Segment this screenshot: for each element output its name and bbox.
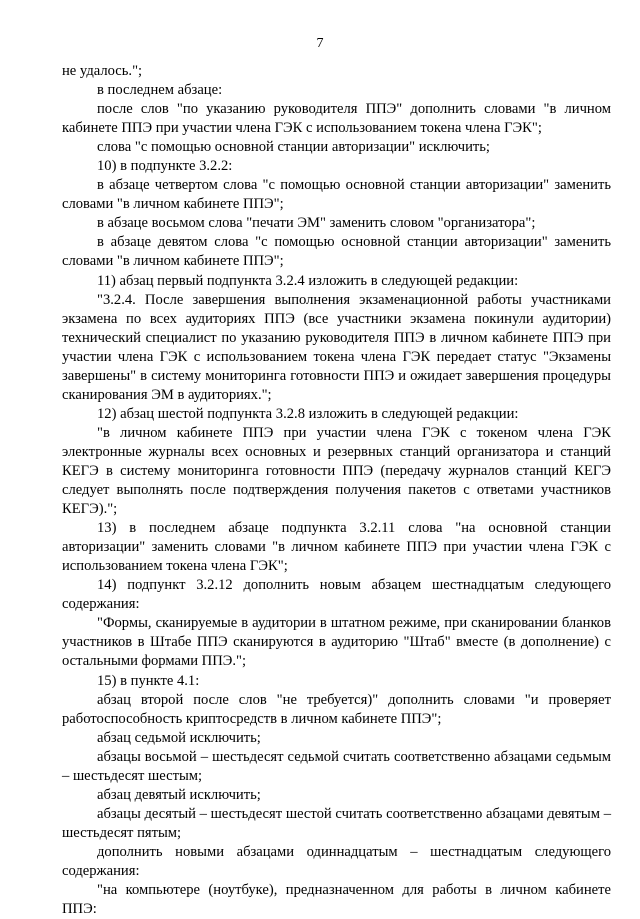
- paragraph: 10) в подпункте 3.2.2:: [97, 158, 233, 175]
- paragraph: не удалось.";: [62, 63, 143, 79]
- paragraph: 14) подпункт 3.2.12 дополнить новым абзацем шестнадцатым следующего содержания:: [62, 577, 611, 613]
- paragraph: "в личном кабинете ППЭ при участии члена ГЭК с токеном члена ГЭК электронные журналы всех основных и резервных станций организатора и станций КЕГЭ в систему мониторинга готовности ППЭ (передачу журналов станций КЕГЭ следует выполнять после подтверждения получения пакетов с ответами участников КЕГЭ).";: [62, 424, 611, 518]
- paragraph: "на компьютере (ноутбуке), предназначенном для работы в личном кабинете ППЭ:: [62, 882, 611, 918]
- paragraph: в абзаце четвертом слова "с помощью основной станции авторизации" заменить словами "в личном кабинете ППЭ";: [62, 177, 611, 213]
- paragraph: в абзаце восьмом слова "печати ЭМ" заменить словом "организатора";: [97, 215, 536, 232]
- paragraph: "Формы, сканируемые в аудитории в штатном режиме, при сканировании бланков участников в Штабе ППЭ сканируются в аудиторию "Штаб" вместе (в дополнение) с остальными формами ППЭ.";: [62, 615, 611, 670]
- paragraph: абзацы восьмой – шестьдесят седьмой считать соответственно абзацами седьмым – шестьдесят шестым;: [62, 748, 611, 784]
- paragraph: абзацы десятый – шестьдесят шестой считать соответственно абзацами девятым – шестьдесят пятым;: [62, 805, 611, 841]
- paragraph: после слов "по указанию руководителя ППЭ" дополнить словами "в личном кабинете ППЭ при участии члена ГЭК с использованием токена члена ГЭК";: [62, 101, 611, 137]
- page-number: 7: [316, 36, 324, 51]
- paragraph: "3.2.4. После завершения выполнения экзаменационной работы участниками экзамена по всех аудиториях ППЭ (все участники экзамена покинули аудитории) технический специалист по указанию руководителя ППЭ в личном кабинете ППЭ при участии члена ГЭК с использованием токена члена ГЭК передает статус "Экзамены завершены" в систему мониторинга готовности ППЭ и ожидает завершения процедуры сканирования ЭМ в аудиториях.";: [62, 291, 611, 403]
- paragraph: 13) в последнем абзаце подпункта 3.2.11 слова "на основной станции авторизации" заменить словами "в личном кабинете ППЭ при участии члена ГЭК с использованием токена члена ГЭК";: [62, 520, 611, 575]
- paragraph: абзац седьмой исключить;: [97, 729, 261, 746]
- paragraph: в абзаце девятом слова "с помощью основной станции авторизации" заменить словами "в личном кабинете ППЭ";: [62, 234, 611, 270]
- paragraph: слова "с помощью основной станции авторизации" исключить;: [97, 139, 490, 156]
- paragraph: дополнить новыми абзацами одиннадцатым – шестнадцатым следующего содержания:: [62, 843, 611, 879]
- paragraph: 15) в пункте 4.1:: [97, 672, 200, 689]
- paragraph: абзац девятый исключить;: [97, 786, 261, 803]
- paragraph: в последнем абзаце:: [97, 82, 223, 99]
- paragraph: абзац второй после слов "не требуется)" дополнить словами "и проверяет работоспособность криптосредств в личном кабинете ППЭ";: [62, 691, 611, 727]
- paragraph: 11) абзац первый подпункта 3.2.4 изложить в следующей редакции:: [97, 272, 519, 289]
- paragraph: 12) абзац шестой подпункта 3.2.8 изложить в следующей редакции:: [97, 405, 519, 422]
- document-body: [62, 62, 611, 919]
